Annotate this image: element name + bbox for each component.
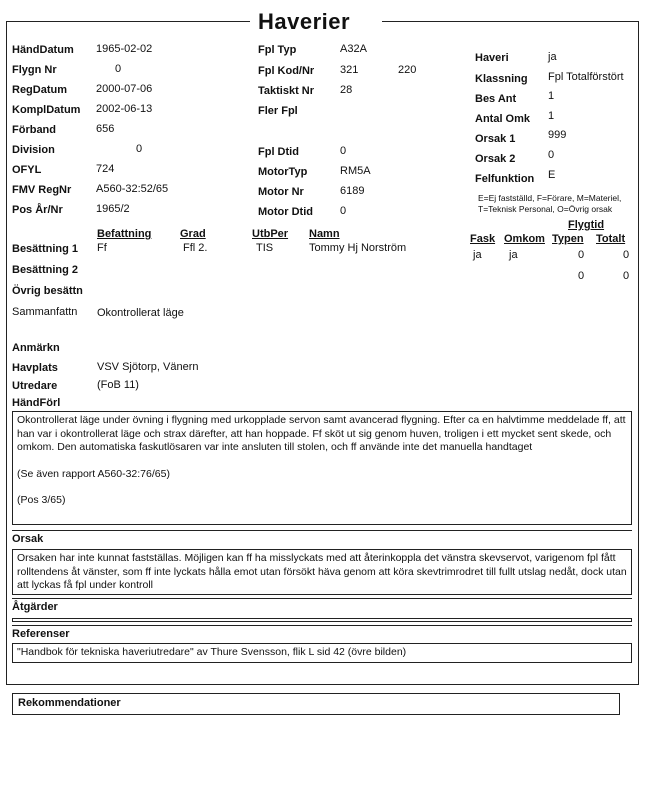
page-title: Haverier [258,9,351,34]
utredare-label: Utredare [12,380,58,392]
orsak-text: Orsaken har inte kunnat fastställas. Möjligen kan ff ha misslyckats med att återinkoppla det vänstra skevservot, varigenom fpl fått rolltendens åt vänster, som ff inte lyckats hålla emot utan försökt häva genom att köra skevtrimrodret till fullt utslag nedåt, dock utan att lyckas få fpl under kontroll [17,552,627,591]
field-label: Taktiskt Nr [258,85,315,97]
field-label: Förband [12,124,56,136]
field-label: Haveri [475,52,509,64]
field-value: 2002-06-13 [96,103,153,115]
field-value: 0 [340,205,347,217]
field-label: HändDatum [12,44,74,56]
field-value: 999 [548,129,567,141]
field-label: Pos År/Nr [12,204,63,216]
field-value: 0 [136,143,143,155]
field-value: 1 [548,110,555,122]
crew-label: Besättning 1 [12,243,79,255]
handforl-paragraph: (Se även rapport A560-32:76/65) [17,467,170,480]
referenser-text: "Handbok för tekniska haveriutredare" av Thure Svensson, flik L sid 42 (övre bilden) [17,646,407,658]
field-value: 724 [96,163,115,175]
field-label: Fpl Kod/Nr [258,65,315,77]
crew-totalt: 0 [623,249,630,261]
handforl-paragraph: (Pos 3/65) [17,494,66,506]
field-label: Motor Nr [258,186,304,198]
field-value-2: 220 [398,64,417,76]
crew-label: Övrig besättn [12,285,83,297]
field-value: 0 [115,63,122,75]
field-label: RegDatum [12,84,68,96]
utredare-value: (FoB 11) [97,379,139,391]
field-value: 0 [548,149,555,161]
frame-left [6,21,7,685]
crew-omkom: ja [509,249,518,261]
atgarder-box [12,618,632,622]
field-value: 28 [340,84,353,96]
header-grad: Grad [180,228,206,240]
atgarder-rule [12,598,632,599]
rekommendationer-box [12,693,620,715]
rekommendationer-label: Rekommendationer [18,697,121,709]
field-label: Division [12,144,55,156]
orsak-rule [12,530,632,531]
header-totalt: Totalt [596,233,626,245]
field-value: A32A [340,43,367,55]
field-label: Klassning [475,73,528,85]
frame-top-left [6,21,250,22]
field-label: MotorTyp [258,166,308,178]
header-omkom: Omkom [504,233,545,245]
field-label: Fler Fpl [258,105,298,117]
crew-fask: ja [473,249,482,261]
field-value: 1965/2 [96,203,130,215]
header-fask: Fask [470,233,496,245]
field-label: Flygn Nr [12,64,57,76]
field-label: Felfunktion [475,173,535,185]
field-label: Fpl Typ [258,44,297,56]
field-value: RM5A [340,165,371,177]
frame-bottom [6,684,639,685]
header-namn: Namn [309,228,340,240]
frame-top-right [382,21,639,22]
havplats-value: VSV Sjötorp, Vänern [97,361,199,373]
handforl-paragraph: Okontrollerat läge under övning i flygning med urkopplade servon samt avancerad flygning. Efter ca en halvtimme meddelade ff, att han var i okontrollerat läge och strax därefter, att han hoppade. Ff sköt ut sig genom huven, troligen i ett mycket sent skede, och omkom. Den automatiska faskutlösaren var inte ansluten till stolen, och ff använde inte det manuella handtaget [17,414,626,453]
handforl-label: HändFörl [12,397,61,409]
crew-typen: 0 [578,249,585,261]
sammanfattn-label: Sammanfattn [12,306,78,318]
field-label: FMV RegNr [12,184,72,196]
field-value: 6189 [340,185,365,197]
orsak-label: Orsak [12,533,44,545]
handforl-box [12,411,632,525]
header-flygtid: Flygtid [568,219,605,231]
field-value: Fpl Totalförstört [548,71,624,83]
anmarkn-label: Anmärkn [12,342,60,354]
field-value: ja [548,51,557,63]
field-label: Bes Ant [475,93,517,105]
crew-label: Besättning 2 [12,264,79,276]
field-value: A560-32:52/65 [96,183,169,195]
referenser-box [12,643,632,663]
referenser-label: Referenser [12,628,70,640]
field-label: Motor Dtid [258,206,313,218]
header-typen: Typen [552,233,584,245]
field-label: OFYL [12,164,42,176]
atgarder-label: Åtgärder [12,601,58,613]
field-value: 0 [340,145,347,157]
crew-totalt: 0 [623,270,630,282]
crew-befattning: Ff [97,242,107,254]
crew-utbper: TIS [256,242,274,254]
field-label: Orsak 1 [475,133,516,145]
crew-typen: 0 [578,270,585,282]
crew-grad: Ffl 2. [183,242,208,254]
sammanfattn-value: Okontrollerat läge [97,307,184,319]
field-label: KomplDatum [12,104,81,116]
field-value: 2000-07-06 [96,83,153,95]
header-utbper: UtbPer [252,228,289,240]
field-value: 321 [340,64,359,76]
field-label: Fpl Dtid [258,146,299,158]
field-label: Orsak 2 [475,153,516,165]
frame-right [638,21,639,685]
field-value: 1965-02-02 [96,43,153,55]
orsak-box [12,549,632,595]
orsak-legend-2: T=Teknisk Personal, O=Övrig orsak [478,204,613,214]
havplats-label: Havplats [12,362,58,374]
field-value: 656 [96,123,115,135]
header-befattning: Befattning [97,228,152,240]
field-label: Antal Omk [475,113,531,125]
crew-namn: Tommy Hj Norström [309,242,407,254]
field-value: E [548,169,556,181]
orsak-legend-1: E=Ej fastställd, F=Förare, M=Materiel, [478,193,622,203]
referenser-rule [12,625,632,626]
field-value: 1 [548,90,555,102]
